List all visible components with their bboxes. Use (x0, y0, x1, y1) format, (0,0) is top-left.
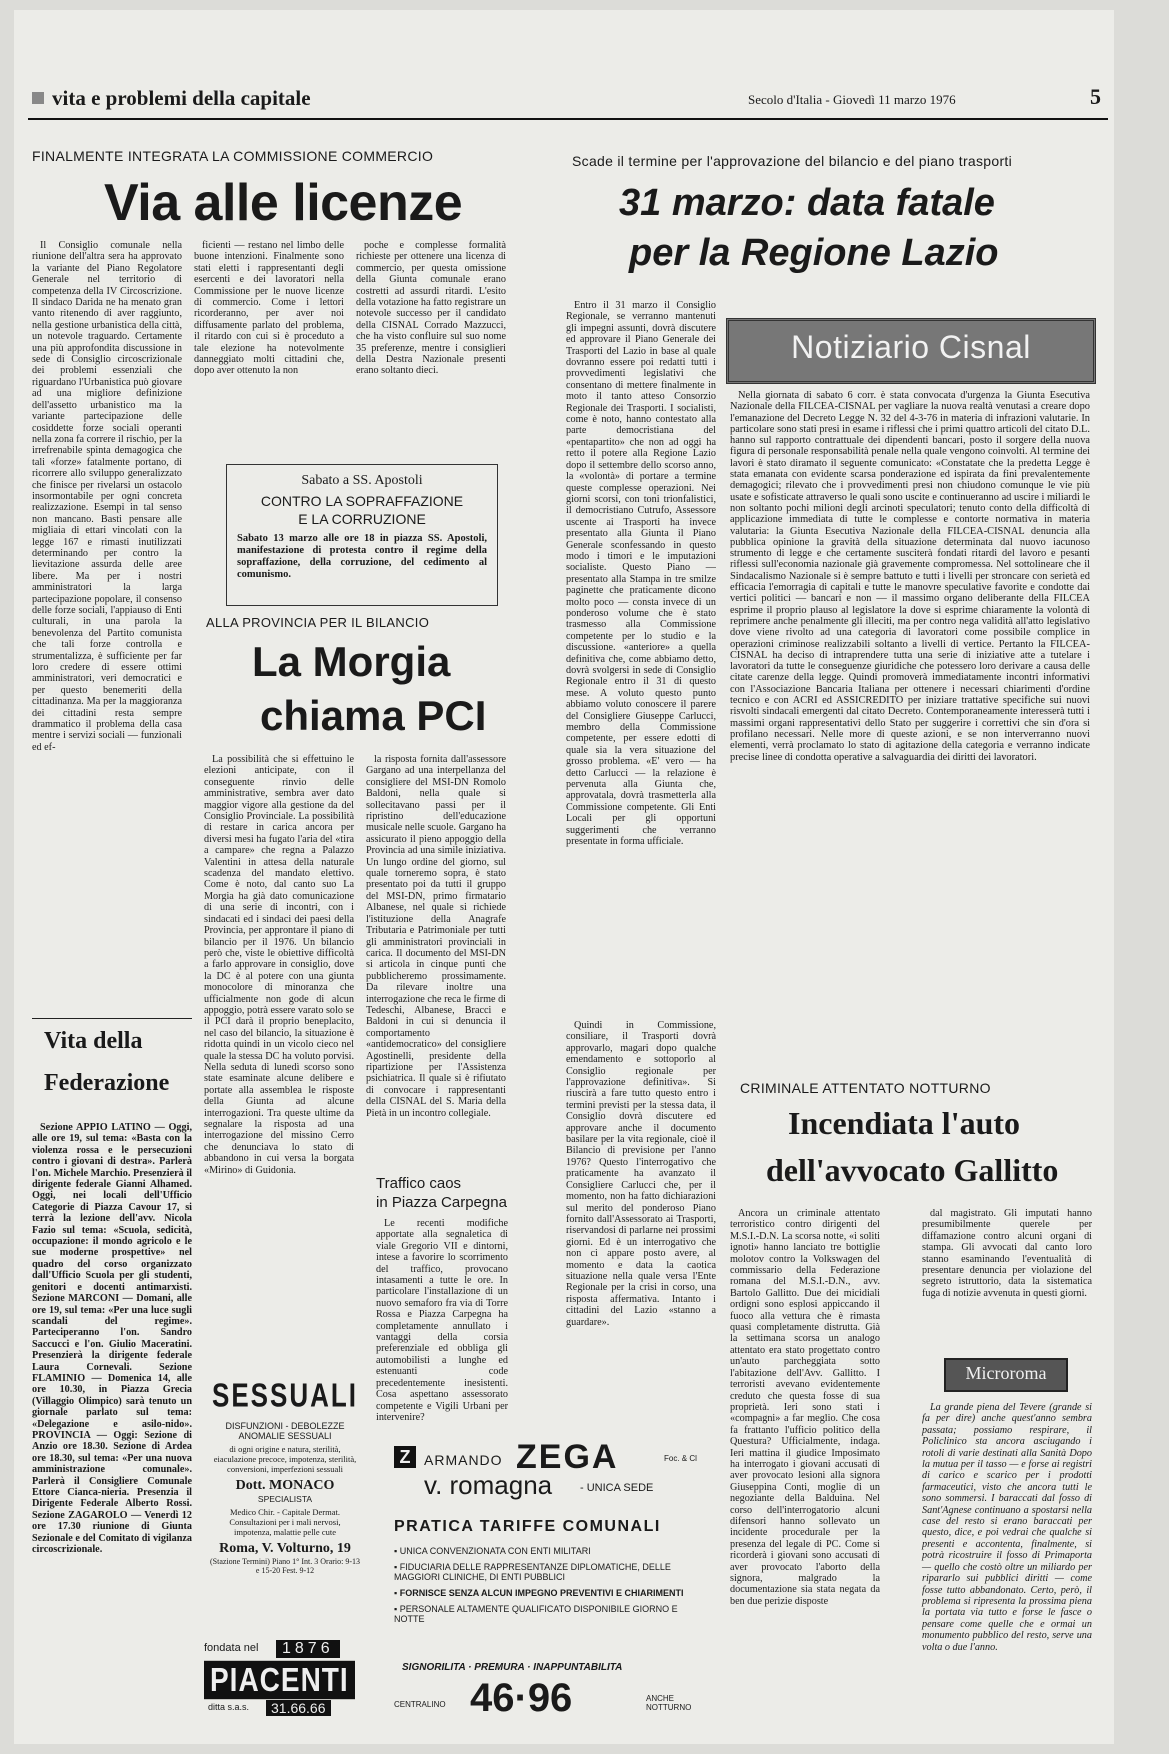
licenze-col1 (32, 240, 182, 990)
paper-date: Secolo d'Italia - Giovedì 11 marzo 1976 (748, 92, 956, 107)
regione-col2-text: Quindi in Commissione, consiliare, il Trasporti dovrà approvarlo, magari dopo qualche emendamento e sottoporlo al Consiglio regionale per l'approvazione definitiva». Si riuscirà a fare tutto questo entro i termini previsti per la stessa data, il Consiglio dovrà discutere ed approvare anche il documento basilare per la vita regionale, cioè il Bilancio di previsione per l'anno 1976? Questo l'interrogativo che praticamente ha avanzato il Consigliere Carlucci che, per il momento, non ha fatto dichiarazioni sul merito del ponderoso Piano fornito dall'Assessorato ai Trasporti, riservandosi di parlarne nei prossimi giorni. Ed è un interrogativo che non ci appare posto avere, al momento e data la caotica situazione nella quale versa l'Ente Regionale per la crisi in corso, una risposta affermativa. Intanto i cittadini del Lazio «stanno a guardare». (566, 1020, 716, 1328)
regione-headline1: 31 marzo: data fatale (619, 182, 995, 224)
sessuali-title: SESSUALI (211, 1375, 359, 1415)
zega-item: ▪ PERSONALE ALTAMENTE QUALIFICATO DISPONIBILE GIORNO E NOTTE (394, 1604, 678, 1624)
sabato-line1: Sabato a SS. Apostoli (301, 473, 423, 488)
cisnal-text: Nella giornata di sabato 6 corr. è stata convocata d'urgenza la Giunta Esecutiva Nazionale della FILCEA-CISNAL per vagliare la nuova realtà venutasi a creare dopo l'emanazione del Decreto Legge N. 32 del 4-3-76 in materia di infrazioni valutarie. In particolare sono stati presi in esame i riflessi che i primi quattro articoli del citato D.L. hanno sul rapporto contrattuale dei dipendenti bancari, posto il sorgere della nuova figura di personale responsabilità penale nella quale vengono coinvolti. Al termine dei lavori è stato diramato il seguente comunicato: «Constatate che la predetta Legge è stata emanata con evidente scarsa ponderazione ed ispirata da fini prevalentemente demagogici; rilevato che i provvedimenti presi non chiudono comunque le vie più usate e sofisticate attraverso le quali sono uscite e continueranno ad uscire i miliardi le non soltanto pochi milioni degli arcinoti speculatori; tenuto conto della difficoltà di applicazione immediata di tutte le complesse e contorte normativa in materia valutaria: la Giunta Esecutiva Nazionale della FILCEA-CISNAL denuncia alla pubblica opinione la gravità della situazione determinata dal nuovo iacunoso strumento di legge e che certamente susciterà fondati ritardi del lavoro e pesanti riflessi sull'economia nazionale già gravemente compromessa. Nel sottolineare che il Sindacalismo Nazionale si è sempre battuto e tutti i livelli per stroncare con serietà ed efficacia l'emorragia di capitali e tutte le manovre speculative favorite e condotte dai vertici politici — bancari e non — il massimo organo deliberante della FILCEA esprime il proprio plauso al legislatore la dove si esprime chiaramente la volontà di reprimere anche penalmente gli illeciti, ma per contro nega validità all'atto legislativo dove viene rivolto ad una categoria di lavoratori come possibile complice in operazioni criminose realizzabili soltanto a livelli di vertice. Pertanto la FILCEA-CISNAL ha deciso di intraprendere tutta una serie di iniziative atte a tutelare i lavoratori da tutte le conseguenze giuridiche che potessero loro derivare a causa delle citate carenze della legge. Quindi promoverà immediatamente incontri informativi con l'Associazione Bancaria Italiana per ottenere i necessari chiarimenti d'ordine tecnico e con ACRI ed ASSICREDITO per iniziare trattative specifiche sui nuovi risvolti sindacali emergenti dal citato Decreto. Contemporaneamente interesserà tutti i massimi organi rappresentativi dello Stato per suggerire i correttivi che sin d'ora si profilano necessari. Nelle more di queste azioni, e se non interverranno nuovi elementi, verrà proclamato lo stato di agitazione della categoria e verranno indicate precise linee di condotta operative a salvaguardia dei diritti dei lavoratori. (730, 390, 1090, 763)
page-header (28, 78, 1108, 120)
zega-items (394, 1546, 704, 1630)
zega-logo-letter: Z (399, 1447, 411, 1467)
licenze-col3-text: poche e complesse formalità richieste per ottenere una licenza di commercio, per questa omissione della Giunta comunale erano costretti ad assurdi ritardi. L'esito della votazione ha fatto registrare un notevole successo per il candidato della CISNAL Corrado Mazzucci, che ha visto confluire sul suo nome 35 preferenze, mentre i consiglieri della Destra Nazionale presenti erano soltanto dieci. (356, 240, 506, 377)
sabato-line3: E LA CORRUZIONE (298, 511, 426, 527)
piacenti-year: 1876 (276, 1640, 340, 1658)
gallitto-kicker: CRIMINALE ATTENTATO NOTTURNO (740, 1080, 991, 1096)
zega-motto: SIGNORILITA · PREMURA · INAPPUNTABILITA (402, 1662, 623, 1673)
gallitto-headline2: dell'avvocato Gallitto (766, 1152, 1059, 1188)
zega-item: ▪ UNICA CONVENZIONATA CON ENTI MILITARI (394, 1546, 591, 1556)
zega-logo-icon (394, 1446, 416, 1468)
sabato-box (226, 464, 498, 606)
sessuali-role: SPECIALISTA (257, 1494, 313, 1504)
licenze-col2-text: ficienti — restano nel limbo delle buone intenzioni. Finalmente sono stati eletti i rappresentanti degli esercenti e dei lavoratori nella Commissione per le nuove licenze di commercio. Come i lettori ricorderanno, per aver noi diffusamente parlato del problema, il ritardo con cui si è proceduto a tale elezione ha notevolmente danneggiato molti cittadini che, dopo aver ottenuto la non (194, 240, 344, 377)
federazione-title1: Vita della (44, 1028, 143, 1054)
zega-item: ▪ FIDUCIARIA DELLE RAPPRESENTANZE DIPLOMATICHE, DELLE MAGGIORI CLINICHE, DI ENTI PUBBLICI (394, 1562, 671, 1582)
morgia-col2-text: la risposta fornita dall'assessore Gargano ad una interpellanza del consigliere del MSI-DN Romolo Baldoni, nella quale si sollecitavano passi per il ripristino dell'educazione musicale nelle scuole. Gargano ha assicurato il pieno appoggio della Provincia ad una simile iniziativa. Un lungo ordine del giorno, sul quale torneremo sopra, è stato presentato poi da tutti il gruppo del MSI-DN, primo firmatario Albanese, nel quale si richiede l'istituzione della Anagrafe Tributaria e Patrimoniale per tutti gli amministratori provinciali in carica. Il documento del MSI-DN si articola in cinque punti che pubblicheremo prossimamente. Da rilevare inoltre una interrogazione che reca le firme di Tedeschi, Albanese, Bracci e Baldoni in cui si denuncia il comportamento «antidemocratico» del consigliere Agostinelli, presidente della ripartizione per l'Assistenza psichiatrica. Il quale si è rifiutato di convocare i rappresentanti della CISNAL del S. Maria della Pietà in un incontro collegiale. (366, 754, 506, 1119)
zega-item: ▪ FORNISCE SENZA ALCUN IMPEGNO PREVENTIVI E CHIARIMENTI (394, 1588, 684, 1598)
sabato-text: Sabato 13 marzo alle ore 18 in piazza SS. Apostoli, manifestazione di protesta contro il regime della sopraffazione, della corruzione, del cedimento al comunismo. (237, 533, 487, 580)
licenze-col1-text: Il Consiglio comunale nella riunione dell'altra sera ha approvato la variante del Piano Regolatore Generale nel territorio di competenza della IV Circoscrizione. Il sindaco Darida ne ha menato gran vanto ritenendo di aver raggiunto, nella gestione urbanistica della città, un notevole traguardo. Certamente una più approfondita discussione in sede di Consiglio circoscrizionale dei problemi essenziali che riguardano l'Urbanistica può giovare ad una migliore definizione dell'assetto urbanistico ma la variante partecipazione delle cosiddette forze sociali operanti nella zona fa correre il rischio, per la irrefrenabile spinta demagogica che tali «forze» fatalmente portano, di ricorrere allo sviluppo generalizzato che finisce per rivelarsi un ostacolo insormontabile per ogni concreta realizzazione. Esempi in tal senso non mancano. Basti pensare alle migliaia di ettari vincolati con la legge 167 e rimasti inutilizzati determinando per contro la lievitazione assurda delle aree libere. Ma per i nostri amministratori la larga partecipazione popolare, il consenso delle forze sociali, l'appiauso di Enti culturali, in una parola la benevolenza del Partito comunista che tali forze controlla e strumentalizza, è sufficiente per far loro credere di essere ottimi amministratori, veri democratici e per questo benemeriti della cittadinanza. Ma per la maggioranza dei cittadini resta sempre drammatico il problema della casa mentre i servizi sociali — funzionali ed ef- (32, 240, 182, 753)
sessuali-doctor: Dott. MONACO (235, 1478, 335, 1493)
traffico-text-col (376, 1218, 508, 1423)
licenze-col2 (194, 240, 344, 460)
zega-item-text: UNICA CONVENZIONATA CON ENTI MILITARI (399, 1546, 591, 1556)
zega-name: ZEGA (516, 1438, 619, 1476)
sessuali-address: Roma, V. Volturno, 19 (219, 1541, 351, 1556)
federazione-rule (32, 1018, 192, 1019)
federazione-title2: Federazione (44, 1070, 170, 1096)
cisnal-text-col (730, 390, 1090, 1040)
federazione-text-col (32, 1122, 192, 1722)
sessuali-sub: DISFUNZIONI - DEBOLEZZE ANOMALIE SESSUALI (225, 1421, 345, 1441)
gallitto-col1-text: Ancora un criminale attentato terroristico contro dirigenti del M.S.I.-D.N. La scorsa notte, «i soliti ignoti» hanno lanciato tre bottiglie molotov contro la Volkswagen del commissario della Federazione romana del M.S.I.-D.N., avv. Bartolo Gallitto. Due dei micidiali ordigni sono esplosi appiccando il fuoco alla vettura che è rimasta quasi completamente distrutta. Già la settimana scorsa un analogo attentato era stato progettato contro un'auto parcheggiata sotto l'abitazione dell'Avv. Gallitto. I terroristi avevano evidentemente creduto che questa fosse di sua proprietà. Ieri sono stati i «compagni» a far meglio. Che cosa fa frattanto l'ufficio politico della Questura? Ufficialmente, indaga. Ieri mattina il giudice Imposimato ha interrogato i giovani accusati di aver provocato lesioni alla signora Giuseppina Conti, moglie di un negoziante della Balduina. Nel corso dell'interrogatorio alcuni difensori hanno sollevato un incidente procedurale per la presenza del legale di PC. Come si ricorderà i giovani sono accusati di aver provocato l'aborto della signora, malgrado la documentazione sia stata negata da ben due perizie disposte (730, 1208, 880, 1607)
cisnal-banner (726, 318, 1096, 384)
morgia-headline1: La Morgia (252, 638, 451, 685)
zega-ad (384, 1440, 710, 1730)
zega-item-text: FIDUCIARIA DELLE RAPPRESENTANZE DIPLOMATICHE, DELLE MAGGIORI CLINICHE, DI ENTI PUBBLICI (394, 1562, 671, 1582)
morgia-col1-text: La possibilità che si effettuino le elezioni anticipate, con il conseguente rinvio delle amministrative, sembra aver dato maggior vigore alla gestione da del Consiglio Provinciale. La possibilità di restare in carica ancora per diversi mesi ha fugato l'aria del «tira a campare» che regna a Palazzo Valentini in attesa della naturale scadenza del mandato elettivo. Come è noto, dal canto suo La Morgia ha già dato comunicazione di una serie di incontri, con i sindacati ed i sindaci dei paesi della Provincia, per approntare il piano di bilancio per il 1976. Un bilancio però che, viste le obiettive difficoltà a farlo approvare in consiglio, dove la DC è al potere con una giunta monocolore di minoranza che ufficialmente non gode di alcun appoggio, potrà essere varato solo se il PCI darà il proprio beneplacito, nel caso del bilancio, la situazione è ridotta quindi in un vicolo cieco nel quale la stessa DC ha voluto porvisi. Nella seduta di lunedì scorso sono state esaminate alcune delibere e portate alla assemblea le risposte della Giunta ad alcune interrogazioni. Tra queste ultime da segnalare la risposta ad una interrogazione del missino Cerro che denunciava lo stato di abbandono in cui versa la borgata «Mirino» di Guidonia. (204, 754, 354, 1176)
morgia-col1 (204, 754, 354, 1374)
federazione-text: Sezione APPIO LATINO — Oggi, alle ore 19, sul tema: «Basta con la violenza rossa e le persecuzioni contro i giovani di destra». Parlerà l'on. Michele Marchio. Presenzierà il dirigente federale Gianni Alhamed. Oggi, nei locali dell'Ufficio Categorie di Piazza Cavour 17, si terrà la lezione dell'avv. Nicola Fazio sul tema: «Scuola, sedicità, occupazione: il mondo agricolo e le sue moderne prospettive» nel quadro del corso organizzato dall'Ufficio Scuola per gli studenti, genitori e docenti antimarxisti. Sezione MARCONI — Domani, alle ore 19, sul tema: «Per una luce sugli scandali del regime». Parteciperanno l'on. Sandro Saccucci e l'on. Giulio Maceratini. Presenzierà la dirigente federale Laura Cornevali. Sezione FLAMINIO — Domenica 14, alle ore 10.30, in Piazza Grecia (Villaggio Olimpico) sarà tenuto un giornale parlato sul tema: «Delegazione e asilo-nido». PROVINCIA — Oggi: Sezione di Anzio ore 18.30. Sezione di Ardea ore 18.30, sul tema: «Per una nuova amministrazione comunale». Parlerà il Consigliere Comunale Ettore Cianca-nieria. Presenzia il Dirigente Federale Alberto Rossi. Sezione ZAGAROLO — Venerdì 12 ore 17.30 riunione di Giunta Sezionale e del Comitato di vigilanza circoscrizionale. (32, 1122, 192, 1556)
microroma-text-col (922, 1402, 1092, 1732)
gallitto-col1 (730, 1208, 880, 1738)
regione-col1-text: Entro il 31 marzo il Consiglio Regionale, se verranno mantenuti gli impegni assunti, dovrà discutere ed approvare il Piano Generale dei Trasporti del Lazio in base al quale dovranno essere poi redatti tutti i provvedimenti legislativi che consentano di mettere finalmente in moto il tanto atteso Consorzio Regionale dei Trasporti. I socialisti, come è noto, hanno contestato alla parte democristiana del «pentapartito» che non ad oggi ha retto il potere alla Regione Lazio dopo il settembre dello scorso anno, la «volontà» di portare a termine queste complesse operazioni. Nei giorni scorsi, con toni trionfalistici, il democristiano Cutrufo, Assessore uscente ai Trasporti ha invece presentato alla Giunta il Piano Generale sconfessando in questo modo i timori e le imputazioni socialiste. Questo Piano — presentato alla Stampa in tre smilze paginette che praticamente dicono molto poco — consta invece di un ponderoso volume che è stato trasmesso alla Commissione competente per lo studio e la discussione. «anteriore» a quella definitiva che, come abbiamo detto, dovrà svolgersi in sede di Consiglio Regionale entro il 31 di questo mese. A voluto questo punto abbiamo voluto conoscere il parere del Consigliere Giuseppe Carlucci, membro della Commissione competente, per essere edotti di quale sia la vera situazione del grosso problema. «E' vero — ha detto Carlucci — la relazione è pervenuta alla Giunta che, approvatala, dovrà trasmetterla alla Commissione competente. Gli Enti Locali per gli opportuni suggerimenti che verranno presentate in forma ufficiale. (566, 300, 716, 848)
gallitto-col2 (922, 1208, 1092, 1308)
section-marker (32, 92, 44, 104)
zega-armando: ARMANDO (424, 1452, 503, 1468)
sessuali-info: Medico Chir. - Capitale Dermat. Consultazioni per i mali nervosi, impotenza, malattie pelle cute (229, 1507, 341, 1537)
regione-col2-block (566, 1020, 716, 1375)
regione-col1 (566, 300, 716, 1020)
piacenti-name: PIACENTI (204, 1661, 355, 1699)
morgia-kicker: ALLA PROVINCIA PER IL BILANCIO (206, 615, 430, 630)
microroma-title: Microroma (965, 1363, 1047, 1383)
zega-centralino: CENTRALINO (394, 1700, 446, 1709)
zega-unica: - UNICA SEDE (580, 1482, 654, 1494)
sessuali-desc: di ogni origine e natura, sterilità, eiaculazione precoce, impotenza, sterilità, conversioni, imperfezioni sessuali (213, 1444, 357, 1474)
morgia-col2 (366, 754, 506, 1164)
licenze-kicker: FINALMENTE INTEGRATA LA COMMISSIONE COMMERCIO (32, 148, 434, 164)
piacenti-phone: 31.66.66 (266, 1700, 331, 1716)
page-number: 5 (1090, 84, 1101, 109)
regione-headline2: per la Regione Lazio (629, 232, 999, 274)
gallitto-headline1: Incendiata l'auto (788, 1105, 1021, 1141)
piacenti-fondata: fondata nel (204, 1642, 259, 1654)
zega-phone: 46·96 (470, 1676, 573, 1720)
sessuali-hours: (Stazione Termini) Piano 1° Int. 3 Orario: 9-13 e 15-20 Fest. 9-12 (210, 1557, 361, 1575)
microroma-banner (944, 1358, 1068, 1392)
newspaper-page (14, 10, 1114, 1744)
gallitto-col2-text: dal magistrato. Gli imputati hanno presumibilmente querele per diffamazione contro alcuni organi di stampa. Gli avvocati dal canto loro stanno esaminando l'eventualità di presentare denuncia per violazione del segreto istruttorio, data la sistematica fuga di notizie avvenuta in questi giorni. (922, 1208, 1092, 1299)
traffico-text: Le recenti modifiche apportate alla segnaletica di viale Gregorio VII e dintorni, intese a favorire lo scorrimento del traffico, provocano intasamenti a tutte le ore. In particolare l'installazione di un nuovo semaforo fra via di Torre Rossa e Piazza Carpegna ha completamente annullato i vantaggi della corsia preferenziale ed obbliga gli automobilisti a lunghe ed estenuanti code precedentemente inesistenti. Cosa aspettano assessorato competente e Vigili Urbani per intervenire? (376, 1218, 508, 1423)
licenze-col3 (356, 240, 506, 460)
sabato-line2: CONTRO LA SOPRAFFAZIONE (260, 493, 464, 509)
licenze-headline: Via alle licenze (104, 174, 463, 232)
zega-item-text: FORNISCE SENZA ALCUN IMPEGNO PREVENTIVI E CHIARIMENTI (399, 1588, 684, 1598)
section-title: vita e problemi della capitale (52, 86, 311, 110)
cisnal-title: Notiziario Cisnal (791, 329, 1031, 365)
zega-item-text: PERSONALE ALTAMENTE QUALIFICATO DISPONIBILE GIORNO E NOTTE (394, 1604, 678, 1624)
zega-anche: ANCHE NOTTURNO (646, 1694, 692, 1712)
traffico-headline1: Traffico caos (376, 1175, 462, 1192)
zega-pratica: PRATICA TARIFFE COMUNALI (394, 1518, 661, 1535)
zega-foc: Foc. & Cl (664, 1454, 697, 1463)
zega-address: v. romagna (424, 1470, 553, 1500)
regione-kicker: Scade il termine per l'approvazione del bilancio e del piano trasporti (572, 153, 1013, 169)
traffico-headline2: in Piazza Carpegna (376, 1194, 507, 1211)
piacenti-sub: ditta s.a.s. (208, 1702, 250, 1712)
microroma-text: La grande piena del Tevere (grande si fa per dire) anche quest'anno sembra passata; possiamo respirare, il Policlinico sta ancora asciugando i rotoli di varie destinati alla Sanità Dopo la mutua per il tasso — e forse ai registri di carico e scarico per i prodotti farmaceutici, visto che ancora tutti le sono sommersi. I baraccati dal fosso di Sant'Agnese continuano a spostarsi nella case del resto si erano baraccati per questo, dice, e poi vedrai che qualche si presenti e accontenta, finalmente, si potrà ricostruire il fosso di Primaporta — quello che costò oltre un miliardo per ripararlo sui pubblici diritti — come fosse tutto abbandonato. Certo, però, il problema si ripresenta la prossima piena la portata via tutto e forse le fasce o pensare come quelle che e ormai un monumento pubblico del resto, serve una volta o due l'anno. (922, 1402, 1092, 1653)
piacenti-ad (204, 1642, 364, 1722)
morgia-headline2: chiama PCI (260, 692, 487, 739)
sessuali-ad (210, 1376, 360, 1636)
